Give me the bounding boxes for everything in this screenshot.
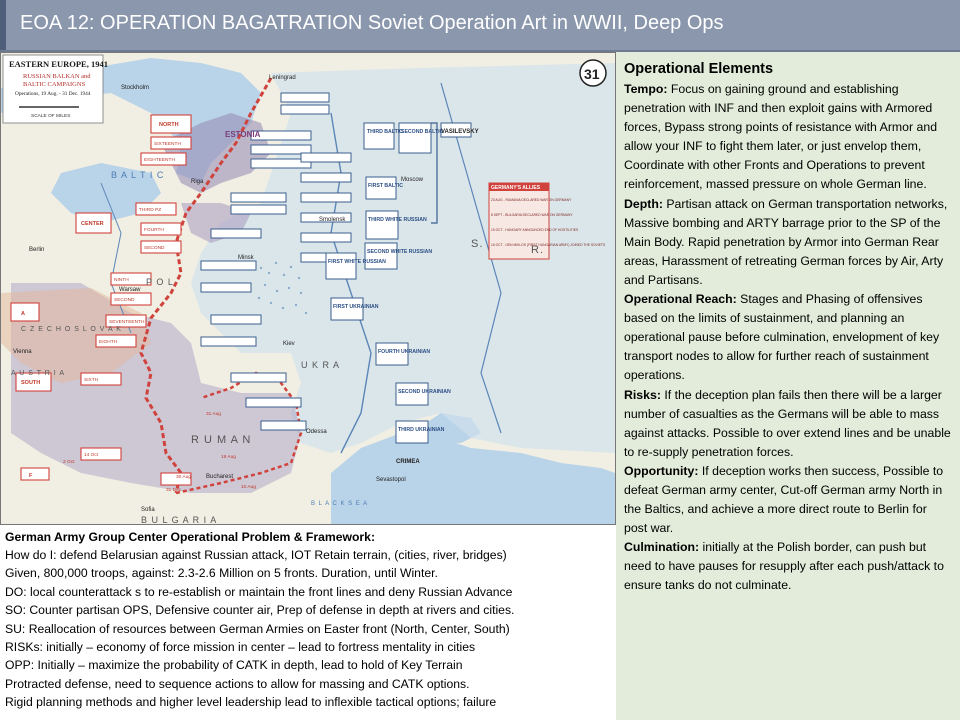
front-first-white-russian: FIRST WHITE RUSSIAN (328, 259, 386, 265)
region-baltic: B A L T I C (111, 170, 165, 180)
date-tag-5: 31 Dec (166, 488, 182, 493)
army-seventeenth: SEVENTEENTH (109, 320, 145, 325)
framework-line-so: SO: Counter partisan OPS, Defensive counter air, Prep of defense in depth at rivers and cities. (5, 603, 515, 618)
group-north: NORTH (159, 122, 179, 128)
allies-entry-4: 16 OCT - GEN MIKLOS (FIRST HUNGARIAN ARMY) JOINED THE SOVIETS (491, 243, 606, 247)
framework-line-how: How do I: defend Belarusian against Russian attack, IOT Retain terrain, (cities, river, bridges) (5, 548, 507, 562)
place-vasilevsky: VASILEVSKY (441, 129, 479, 135)
date-tag-2: 19 Aug (221, 455, 236, 460)
front-first-baltic: FIRST BALTIC (368, 183, 404, 189)
map-title-sub1: RUSSIAN BALKAN and (23, 73, 91, 80)
element-depth (624, 195, 952, 290)
place-smolensk: Smolensk (319, 217, 346, 223)
place-warsaw: Warsaw (119, 287, 141, 293)
framework-line-rigid: Rigid planning methods and higher level leadership lead to inflexible tactical options; failure (5, 695, 497, 710)
map-title-main: EASTERN EUROPE, 1941 (9, 59, 108, 69)
group-center: CENTER (81, 221, 104, 227)
framework-line-given: Given, 800,000 troops, against: 2.3-2.6 Million on 5 fronts. Duration, until Winter. (5, 566, 438, 581)
group-a: A (21, 311, 25, 317)
region-bulgaria: B U L G A R I A (141, 515, 218, 524)
element-culmination (624, 538, 952, 595)
army-second: SECOND (144, 246, 165, 251)
element-depth-label: Depth: (624, 196, 663, 211)
front-second-baltic: SECOND BALTIC (401, 129, 444, 135)
army-fourth: FOURTH (144, 228, 164, 233)
element-tempo (624, 80, 952, 195)
allies-entry-3: 15 OCT - HUNGARY ANNOUNCED END OF HOSTILITIES (491, 228, 579, 232)
army-eighth: EIGHTH (99, 340, 118, 345)
region-czech: C Z E C H O S L O V A K (21, 326, 122, 333)
region-r: R. (531, 244, 544, 256)
place-vienna: Vienna (13, 349, 32, 355)
region-ukra: U K R A (301, 360, 341, 370)
element-reach-text: Stages and Phasing of offensives based on the limits of sustainment, and planning an operational pause before culmination, envelopment of key transport nodes to allow for further reach of sustainment operations. (624, 292, 940, 383)
map-number: 31 (584, 66, 600, 82)
element-risks-text: If the deception plan fails then there will be a larger number of casualties as the Germans will be able to mass against attacks. Possible to over extend lines and be unable to re-supply penetration forces. (624, 387, 951, 459)
slide-title: EOA 12: OPERATION BAGATRATION Soviet Operation Art in WWII, Deep Ops (20, 12, 724, 34)
date-tag-1: 31 Aug (206, 412, 221, 417)
element-reach-label: Operational Reach: (624, 292, 737, 307)
element-risks-label: Risks: (624, 387, 661, 402)
place-sevastopol: Sevastopol (376, 477, 406, 483)
front-first-ukrainian: FIRST UKRAINIAN (333, 304, 379, 310)
framework-line-opp: OPP: Initially – maximize the probability of CATK in depth, lead to hold of Key Terrain (5, 658, 463, 673)
front-second-white-russian: SECOND WHITE RUSSIAN (367, 249, 433, 255)
front-second-ukrainian: SECOND UKRAINIAN (398, 389, 451, 395)
place-crimea: CRIMEA (396, 459, 420, 465)
region-s: S. (471, 238, 484, 250)
title-bar (0, 0, 960, 52)
map-title-sub3: Operations, 19 Aug. - 31 Dec. 1944 (15, 91, 91, 97)
allies-entry-1: 23 AUG - RUMANIA DECLARED WAR ON GERMANY (491, 198, 572, 202)
region-austria: A U S T R I A (11, 370, 65, 377)
title-accent (0, 0, 6, 50)
map-title-sub2: BALTIC CAMPAIGNS (23, 81, 86, 88)
framework-line-su: SU: Reallocation of resources between German Armies on Easter front (North, Center, South) (5, 621, 510, 636)
date-tag-3: 30 Aug (176, 475, 191, 480)
framework-line-risks: RISKs: initially – economy of force mission in center – lead to fortress mentality in cities (5, 640, 476, 655)
front-third-white-russian: THIRD WHITE RUSSIAN (368, 217, 427, 223)
group-f: F (29, 473, 33, 479)
element-risks (624, 386, 952, 462)
date-tag-4: 2 Oct (63, 460, 75, 465)
place-berlin: Berlin (29, 247, 45, 253)
place-sofia: Sofia (141, 507, 155, 513)
front-third-ukrainian: THIRD UKRAINIAN (398, 427, 445, 433)
place-estonia: ESTONIA (225, 130, 261, 139)
front-third-baltic: THIRD BALTIC (367, 129, 403, 135)
army-date-oct: 14 Oct (84, 453, 99, 458)
date-tag-6: 10 Aug (241, 485, 256, 490)
element-operational-reach (624, 290, 952, 385)
operational-elements-heading: Operational Elements (624, 61, 774, 77)
element-opportunity-label: Opportunity: (624, 463, 699, 478)
army-sixteenth: SIXTEENTH (154, 142, 181, 147)
framework-line-protracted: Protracted defense, need to sequence actions to allow for massing and CATK options. (5, 676, 470, 691)
army-sixth: SIXTH (84, 378, 99, 383)
historical-map (0, 52, 616, 525)
army-ninth: NINTH (114, 278, 129, 283)
element-opportunity (624, 462, 952, 538)
element-opportunity-text: If deception works then success, Possible to defeat German army center, Cut-off German army North in the Baltics, and achieve a more direct route to Berlin for post war. (624, 463, 944, 536)
german-framework-section (0, 525, 616, 720)
place-bucharest: Bucharest (206, 474, 234, 480)
place-odessa: Odessa (306, 429, 327, 435)
element-culmination-label: Culmination: (624, 540, 700, 555)
allies-title: GERMANY'S ALLIES (491, 185, 541, 191)
map-svg (1, 53, 615, 524)
place-moscow: Moscow (401, 177, 424, 183)
army-second-b: SECOND (114, 298, 135, 303)
army-eighteenth: EIGHTEENTH (144, 158, 175, 163)
region-pol: P O L (146, 277, 174, 287)
army-third-pz: THIRD PZ (139, 208, 162, 213)
element-tempo-text: Focus on gaining ground and establishing penetration with INF and then exploit gains with Armored forces, Bypass strong points of resistance with Armor and allow your INF to fight them later, or just envelop them, Coordinate with other Fronts and Operations to prevent reinforcement, massed pressure on whole German line. (624, 82, 938, 192)
scale-label: SCALE OF MILES (31, 114, 71, 119)
place-minsk: Minsk (238, 255, 254, 261)
framework-heading: German Army Group Center Operational Problem & Framework: (5, 530, 375, 544)
place-kiev: Kiev (283, 341, 295, 347)
place-leningrad: Leningrad (269, 75, 296, 81)
element-culmination-text: initially at the Polish border, can push but need to have pauses for resupply after each push/attack to ensure tanks do not culminate. (624, 540, 944, 593)
region-black-sea: B L A C K S E A (311, 501, 369, 507)
framework-line-do: DO: local counterattack s to re-establish or maintain the front lines and deny Russian Advance (5, 584, 513, 599)
allies-entry-2: 8 SEPT - BULGARIA DECLARED WAR ON GERMANY (491, 213, 573, 217)
element-depth-text: Partisan attack on German transportation networks, Massive bombing and ARTY barrage prior to the SP of the Main Body. Rapid penetration by Armor into German Rear areas, Harassment of retreating German forces by Air, Arty and Partisans. (624, 196, 948, 287)
group-south: SOUTH (21, 380, 41, 386)
operational-elements-panel (616, 52, 960, 720)
place-stockholm: Stockholm (121, 85, 150, 91)
place-riga: Riga (191, 179, 204, 185)
front-fourth-ukrainian: FOURTH UKRAINIAN (378, 349, 431, 355)
region-ruman: R U M A N (191, 434, 252, 446)
element-tempo-label: Tempo: (624, 82, 668, 96)
